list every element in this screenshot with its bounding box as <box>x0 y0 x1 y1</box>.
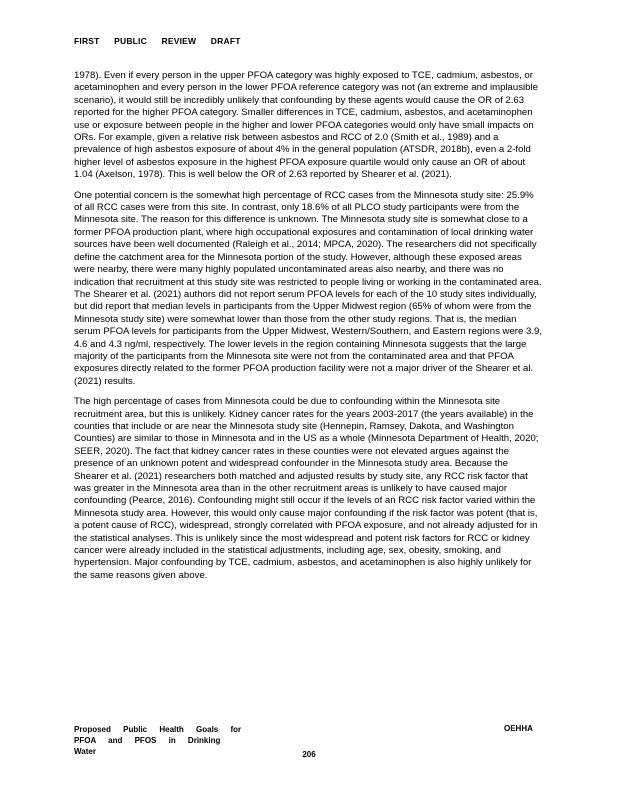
paragraph-minnesota-site: One potential concern is the somewhat high percentage of RCC cases from the Minnesota study site: 25.9% of all RCC cases were from this site. In contrast, only 18.6% of all PLCO study participants were from the Minnesota site. The reason for this difference is unknown. The Minnesota study site is somewhat close to a former PFOA production plant, where high occupational exposures and contamination of local drinking water sources have been well documented (Raleigh et al., 2014; MPCA, 2020). The researchers did not specifically define the catchment area for the Minnesota portion of the study. However, although these exposed areas were nearby, there were many highly populated uncontaminated areas also nearby, and there was no indication that recruitment at this study site was restricted to people living or working in the contaminated area. The Shearer et al. (2021) authors did not report serum PFOA levels for each of the 10 study sites individually, but did report that median levels in participants from the Upper Midwest region (65% of whom were from the Minnesota study site) were somewhat lower than those from the other study regions. That is, the median serum PFOA levels for participants from the Upper Midwest, Western/Southern, and Eastern regions were 3.9, 4.6 and 4.3 ng/ml, respectively. The lower levels in the region containing Minnesota suggests that the large majority of the participants from the Minnesota site were not from the contaminated area and that PFOA exposures directly related to the former PFOA production facility were not a major driver of the Shearer et al. (2021) results. <box>74 189 542 387</box>
footer-title-line-1: Proposed Public Health Goals for <box>74 725 242 734</box>
draft-header: FIRST PUBLIC REVIEW DRAFT <box>74 36 241 46</box>
footer-agency: OEHHA <box>504 724 533 733</box>
paragraph-confounding-agents: 1978). Even if every person in the upper PFOA category was highly exposed to TCE, cadmium, asbestos, or acetaminophen and every person in the lower PFOA reference category was not (an extreme and implausible scenario), it would still be incredibly unlikely that confounding by these agents would cause the OR of 2.63 reported for the higher PFOA category. Smaller differences in TCE, cadmium, asbestos, and acetaminophen use or exposure between people in the higher and lower PFOA categories would only have small impacts on ORs. For example, given a relative risk between asbestos and RCC of 2.0 (Smith et al., 1989) and a prevalence of high asbestos exposure of about 4% in the general population (ATSDR, 2018b), even a 2-fold higher level of asbestos exposure in the highest PFOA exposure quartile would only cause an OR of about 1.04 (Axelson, 1978). This is well below the OR of 2.63 reported by Shearer et al. (2021). <box>74 70 538 181</box>
paragraph-minnesota-confounding: The high percentage of cases from Minnesota could be due to confounding within the Minnesota site recruitment area, but this is unlikely. Kidney cancer rates for the years 2003-2017 (the years available) in the counties that include or are near the Minnesota study site (Hennepin, Ramsey, Dakota, and Washington Counties) are similar to those in Minnesota and in the US as a whole (Minnesota Department of Health, 2020; SEER, 2020). The fact that kidney cancer rates in these counties were not elevated argues against the presence of an unknown potent and widespread confounder in the Minnesota study area. Because the Shearer et al. (2021) researchers both matched and adjusted results by study site, any RCC risk factor that was greater in the Minnesota area than in the other recruitment areas is unlikely to have caused major confounding (Pearce, 2016). Confounding might still occur if the levels of an RCC risk factor varied within the Minnesota study area. However, this would only cause major confounding if the risk factor was potent (that is, a potent cause of RCC), widespread, strongly correlated with PFOA exposure, and not already adjusted for in the statistical analyses. This is unlikely since the most widespread and potent risk factors for RCC or kidney cancer were already included in the statistical adjustments, including age, sex, obesity, smoking, and hypertension. Major confounding by TCE, cadmium, asbestos, and acetaminophen is also highly unlikely for the same reasons given above. <box>74 396 539 581</box>
document-body <box>74 70 544 590</box>
footer-title-line-2: PFOA and PFOS in Drinking Water <box>74 736 221 756</box>
page-number: 206 <box>302 750 316 759</box>
